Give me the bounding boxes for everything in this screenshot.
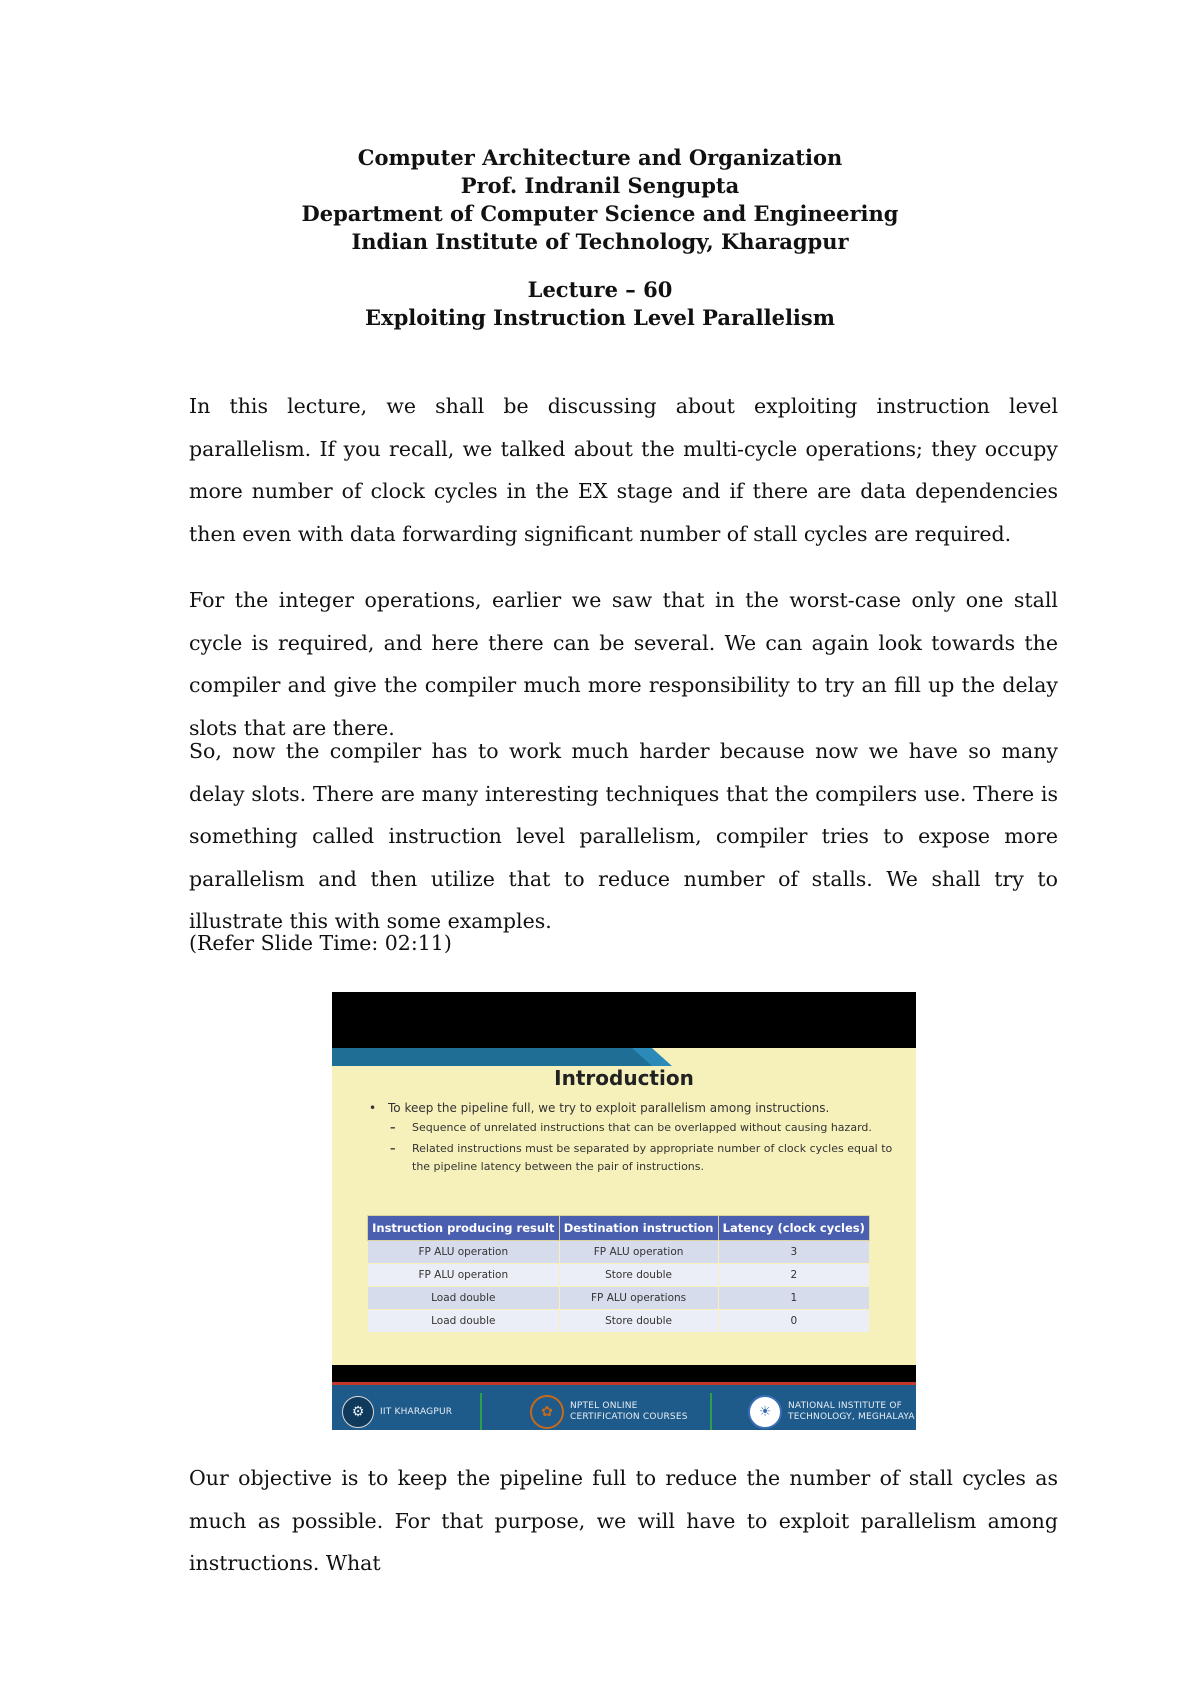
document-header: [0, 144, 1200, 332]
slide-footer: [332, 1382, 916, 1430]
slide-sub-bullet-1: – Sequence of unrelated instructions that can be overlapped without causing hazard.: [364, 1119, 894, 1137]
table-cell: Store double: [559, 1310, 718, 1333]
table-cell: 2: [718, 1264, 869, 1287]
table-cell: 3: [718, 1241, 869, 1264]
nit-meghalaya-logo-icon: ☀: [748, 1395, 782, 1429]
nptel-logo-icon: ✿: [530, 1395, 564, 1429]
table-header: Latency (clock cycles): [718, 1216, 869, 1241]
institute-name: Indian Institute of Technology, Kharagpur: [351, 229, 849, 254]
footer-divider: [480, 1393, 482, 1430]
paragraph-3: So, now the compiler has to work much harder because now we have so many delay slots. There are many interesting techniques that the compilers use. There is something called instruction level parallelism, compiler tries to expose more parallelism and then utilize that to reduce number of stalls. We shall try to illustrate this with some examples.: [189, 739, 1058, 933]
table-header: Instruction producing result: [368, 1216, 560, 1241]
slide-content: [332, 1048, 916, 1422]
lecture-slide: [332, 992, 916, 1430]
table-header-row: [368, 1216, 870, 1241]
table-cell: FP ALU operations: [559, 1287, 718, 1310]
table-cell: Load double: [368, 1287, 560, 1310]
lecture-number: Lecture – 60: [527, 277, 673, 302]
slide-sub-bullet-2: – Related instructions must be separated by appropriate number of clock cycles equal to the pipeline latency between the pair of instructions.: [364, 1140, 894, 1176]
table-cell: Load double: [368, 1310, 560, 1333]
footer-nptel: ✿ NPTEL ONLINE CERTIFICATION COURSES: [530, 1385, 700, 1430]
table-row: [368, 1241, 870, 1264]
paragraph-4: Our objective is to keep the pipeline full to reduce the number of stall cycles as much as possible. For that purpose, we will have to exploit parallelism among instructions. What: [189, 1466, 1058, 1575]
footer-nit-meghalaya: ☀ NATIONAL INSTITUTE OF TECHNOLOGY, MEGHALAYA: [748, 1385, 916, 1430]
paragraph-1: In this lecture, we shall be discussing about exploiting instruction level parallelism. If you recall, we talked about the multi-cycle operations; they occupy more number of clock cycles in the EX stage and if there are data dependencies then even with data forwarding significant number of stall cycles are required.: [189, 394, 1058, 546]
table-row: [368, 1287, 870, 1310]
slide-bullet: • To keep the pipeline full, we try to exploit parallelism among instructions.: [364, 1100, 894, 1116]
slide-top-banner: [332, 1048, 916, 1066]
refer-slide-time: (Refer Slide Time: 02:11): [189, 931, 452, 955]
footer-iit-kharagpur: ⚙ IIT KHARAGPUR: [342, 1385, 492, 1430]
table-cell: FP ALU operation: [368, 1264, 560, 1287]
footer-divider: [710, 1393, 712, 1430]
lecture-title: Exploiting Instruction Level Parallelism: [365, 305, 835, 330]
paragraph-2: For the integer operations, earlier we saw that in the worst-case only one stall cycle is required, and here there can be several. We can again look towards the compiler and give the compiler much more responsibility to try an fill up the delay slots that are there.: [189, 588, 1058, 740]
department-name: Department of Computer Science and Engineering: [301, 201, 899, 226]
iit-kharagpur-logo-icon: ⚙: [342, 1396, 374, 1428]
table-row: [368, 1310, 870, 1333]
table-cell: 1: [718, 1287, 869, 1310]
slide-title: Introduction: [554, 1066, 694, 1090]
professor-name: Prof. Indranil Sengupta: [460, 173, 740, 198]
table-cell: FP ALU operation: [368, 1241, 560, 1264]
slide-bullets: [364, 1100, 894, 1176]
table-cell: 0: [718, 1310, 869, 1333]
table-cell: FP ALU operation: [559, 1241, 718, 1264]
course-title: Computer Architecture and Organization: [357, 145, 843, 170]
table-cell: Store double: [559, 1264, 718, 1287]
table-row: [368, 1264, 870, 1287]
table-header: Destination instruction: [559, 1216, 718, 1241]
latency-table: [367, 1215, 870, 1333]
